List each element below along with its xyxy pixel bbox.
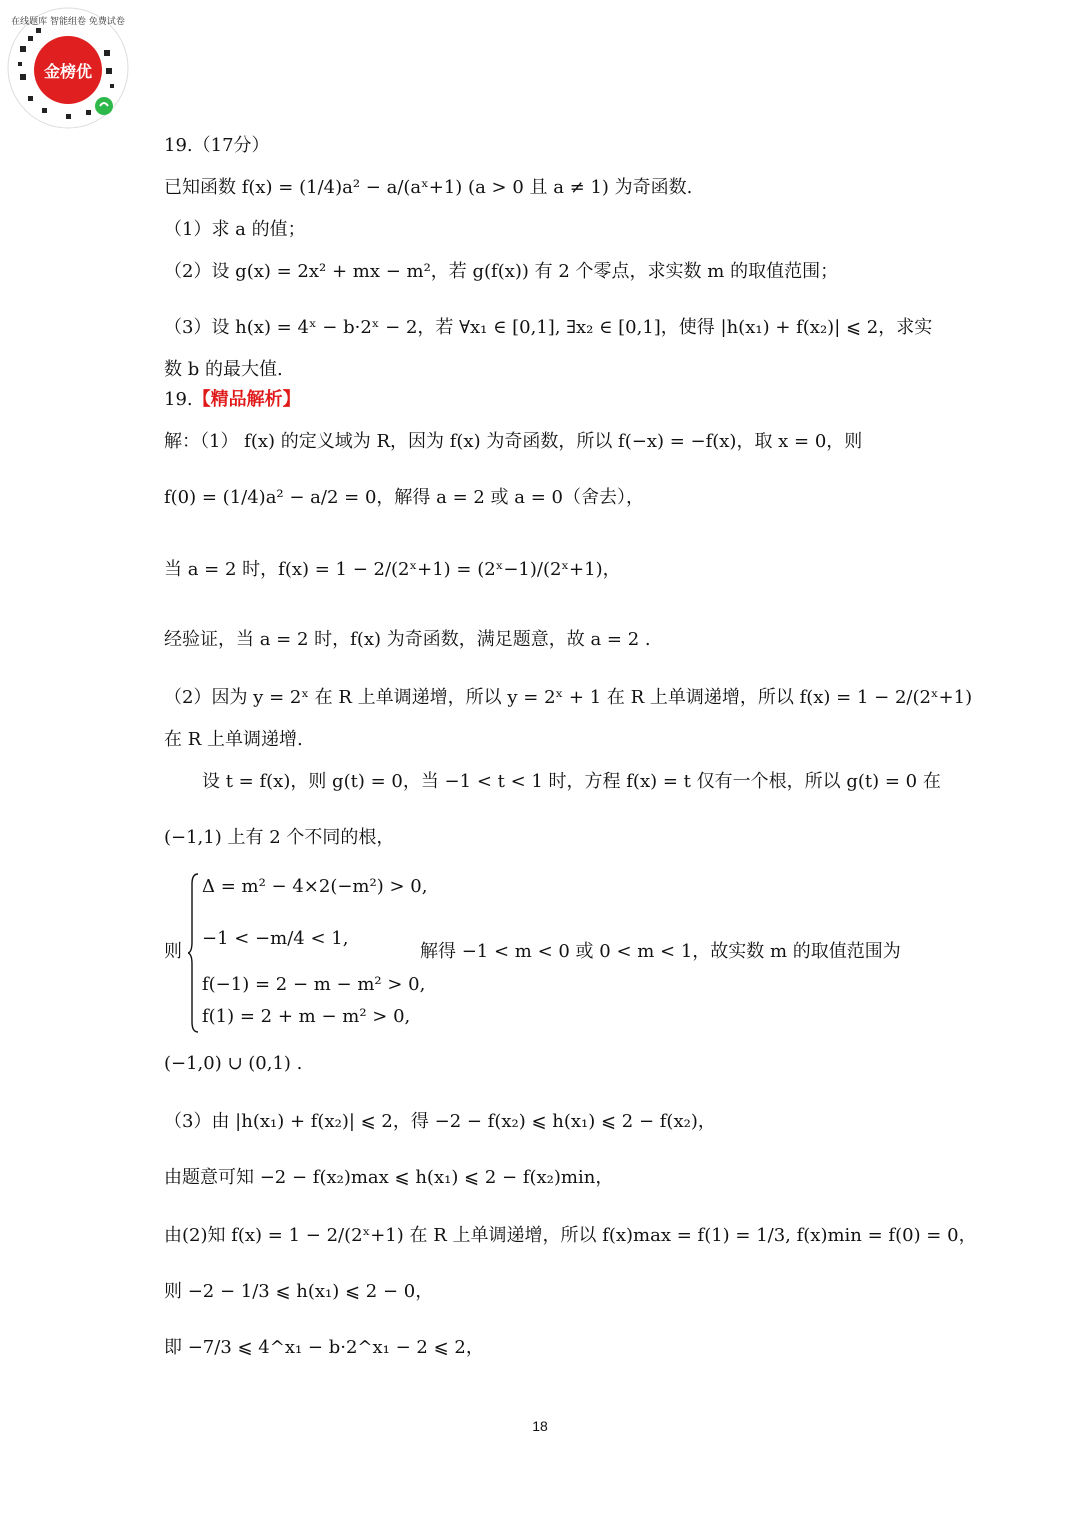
system-line: Δ = m² − 4×2(−m²) > 0, [202, 876, 428, 897]
solution-line: 在 R 上单调递增. [164, 729, 303, 750]
question-3-line1: （3）设 h(x) = 4ˣ − b·2ˣ − 2，若 ∀x₁ ∈ [0,1], ∃x₂ ∈ [0,1]，使得 |h(x₁) + f(x₂)| ⩽ 2，求实 [164, 317, 933, 338]
solution-heading [164, 388, 301, 411]
solution-line: （2）因为 y = 2ˣ 在 R 上单调递增，所以 y = 2ˣ + 1 在 R 上单调递增，所以 f(x) = 1 − 2/(2ˣ+1) [164, 687, 973, 708]
logo-brand: 金榜优 [43, 62, 93, 81]
problem-statement: 已知函数 f(x) = (1/4)a² − a/(aˣ+1) (a > 0 且 a ≠ 1) 为奇函数. [164, 177, 693, 198]
solution-line: f(0) = (1/4)a² − a/2 = 0，解得 a = 2 或 a = 0（舍去）， [164, 487, 644, 508]
part3-line: 则 −2 − 1/3 ⩽ h(x₁) ⩽ 2 − 0， [164, 1281, 434, 1302]
system-line: f(−1) = 2 − m − m² > 0, [202, 974, 426, 995]
logo [6, 6, 130, 130]
system-result: 解得 −1 < m < 0 或 0 < m < 1，故实数 m 的取值范围为 [420, 941, 901, 962]
logo-ring-text: 在线题库 智能组卷 免费试卷 [11, 17, 125, 27]
solution-number: 19. [164, 389, 193, 410]
problem-header: 19.（17分） [164, 135, 270, 156]
solution-tag: 【精品解析】 [192, 389, 301, 410]
question-2: （2）设 g(x) = 2x² + mx − m²，若 g(f(x)) 有 2 个零点，求实数 m 的取值范围； [164, 261, 839, 282]
system-prefix: 则 [164, 941, 182, 962]
system-brace [188, 872, 200, 1034]
question-1: （1）求 a 的值； [164, 219, 306, 240]
solution-line: 经验证，当 a = 2 时，f(x) 为奇函数，满足题意，故 a = 2 . [164, 629, 651, 650]
system-line: f(1) = 2 + m − m² > 0, [202, 1006, 411, 1027]
system-line: −1 < −m/4 < 1, [202, 928, 349, 949]
part3-line: 即 −7/3 ⩽ 4^x₁ − b·2^x₁ − 2 ⩽ 2， [164, 1337, 484, 1358]
question-3-line2: 数 b 的最大值. [164, 359, 283, 380]
solution-line: 设 t = f(x)，则 g(t) = 0，当 −1 < t < 1 时，方程 f(x) = t 仅有一个根，所以 g(t) = 0 在 [202, 771, 941, 792]
solution-line: (−1,1) 上有 2 个不同的根， [164, 827, 395, 848]
range-answer: (−1,0) ∪ (0,1) . [164, 1053, 303, 1074]
part3-line: （3）由 |h(x₁) + f(x₂)| ⩽ 2，得 −2 − f(x₂) ⩽ h(x₁) ⩽ 2 − f(x₂)， [164, 1111, 716, 1132]
solution-line: 当 a = 2 时，f(x) = 1 − 2/(2ˣ+1) = (2ˣ−1)/(2ˣ+1)， [164, 559, 621, 580]
part3-line: 由(2)知 f(x) = 1 − 2/(2ˣ+1) 在 R 上单调递增，所以 f(x)max = f(1) = 1/3, f(x)min = f(0) = 0， [164, 1225, 977, 1246]
page-number: 18 [532, 1418, 548, 1434]
part3-line: 由题意可知 −2 − f(x₂)max ⩽ h(x₁) ⩽ 2 − f(x₂)min， [164, 1167, 614, 1188]
solution-line: 解：（1） f(x) 的定义域为 R，因为 f(x) 为奇函数，所以 f(−x) = −f(x)，取 x = 0，则 [164, 431, 863, 452]
